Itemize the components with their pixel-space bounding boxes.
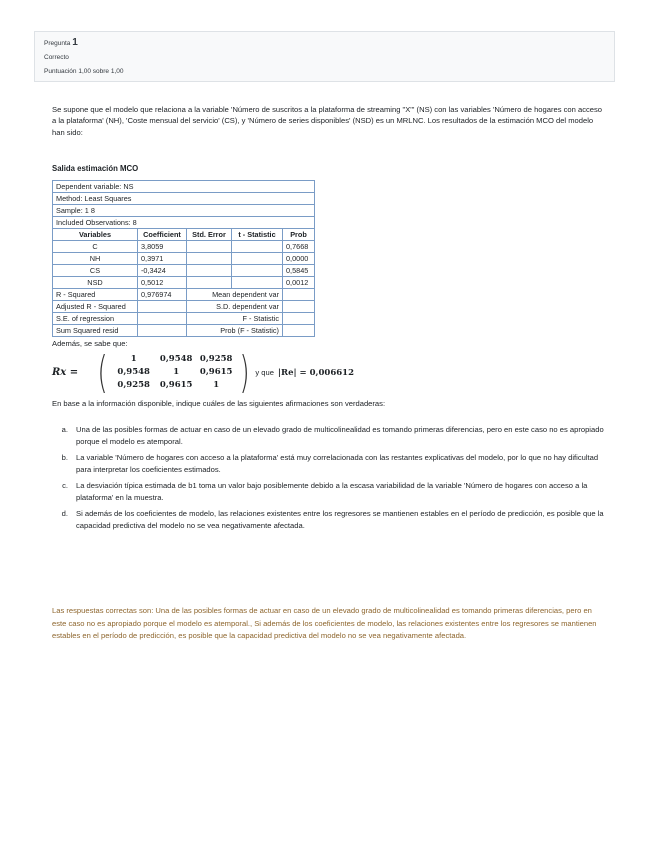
option-b[interactable]: b. La variable 'Número de hogares con acceso a la plataforma' está muy correlacionada con las restantes explicativas del modelo, por lo que no hay dificultad para interpretar los coeficientes estimados. <box>61 452 599 474</box>
question-score: Puntuación 1,00 sobre 1,00 <box>44 68 124 75</box>
col-header: Variables <box>53 228 138 240</box>
ols-table <box>52 180 315 337</box>
table-row: NH 0,3971 0,0000 <box>53 252 315 264</box>
stats-row: Adjusted R - Squared S.D. dependent var <box>53 300 315 312</box>
stats-row: Sum Squared resid Prob (F - Statistic) <box>53 324 315 336</box>
option-d[interactable]: d. Si además de los coeficientes de modelo, las relaciones existentes entre los regresores se mantienen estables en el período de predicción, es posible que la capacidad predictiva del modelo no se vea negativamente afectada. <box>61 508 604 530</box>
rx-label: Rx = <box>52 367 79 379</box>
col-header: Std. Error <box>187 228 232 240</box>
table-row: C 3,8059 0,7668 <box>53 240 315 252</box>
intro-text: Se supone que el modelo que relaciona a la variable 'Número de suscritos a la plataforma de streaming "X"' (NS) con las variables 'Número de hogares con acceso a la plataforma' (NH), 'Coste mensual del servicio' (CS), y 'Número de series disponibles' (NSD) es un MRLNC. Los resultados de la estimación MCO del modelo han sido: <box>52 105 603 137</box>
col-header: t - Statistic <box>232 228 283 240</box>
table-title: Salida estimación MCO <box>52 163 139 173</box>
header-line: Included Observations: 8 <box>53 216 315 228</box>
question-status: Correcto <box>44 54 69 61</box>
option-a[interactable]: a. Una de las posibles formas de actuar en caso de un elevado grado de multicolinealidad es tomando primeras diferencias, pero en este caso no es apropiado porque el modelo es atemporal. <box>61 424 604 446</box>
header-line: Method: Least Squares <box>53 192 315 204</box>
left-paren: ( <box>97 346 108 398</box>
re-determinant: |Re| = 0,006612 <box>277 367 354 378</box>
header-line: Sample: 1 8 <box>53 204 315 216</box>
option-c[interactable]: c. La desviación típica estimada de b1 toma un valor bajo posiblemente debido a la escasa variabilidad de la variable 'Número de hogares con acceso a la plataforma' en la muestra. <box>62 480 588 502</box>
stats-row: S.E. of regression F - Statistic <box>53 312 315 324</box>
answer-options <box>52 424 604 532</box>
right-paren: ) <box>239 346 250 398</box>
question-content <box>52 104 604 536</box>
header-line: Dependent variable: NS <box>53 180 315 192</box>
matrix-grid: 1 0,9548 0,9258 0,9548 1 0,9615 0,9258 0,9615 1 <box>117 354 233 391</box>
question-text: En base a la información disponible, indique cuáles de las siguientes afirmaciones son verdaderas: <box>52 398 386 408</box>
stats-row: R - Squared 0,976974 Mean dependent var <box>53 288 315 300</box>
column-header-row <box>53 228 315 240</box>
correlation-matrix <box>52 346 604 398</box>
table-row: CS -0,3424 0,5845 <box>53 264 315 276</box>
col-header: Coefficient <box>138 228 187 240</box>
table-row: NSD 0,5012 0,0012 <box>53 276 315 288</box>
y-que-text: y que <box>255 368 274 378</box>
question-info-panel <box>34 31 615 82</box>
correct-answer-feedback: Las respuestas correctas son: Una de las posibles formas de actuar en caso de un elevado grado de multicolinealidad es tomando primeras diferencias, pero en este caso no es apropiado porque el modelo es atemporal., Si además de los coeficientes de modelo, las relaciones existentes entre los regresores se mantienen estables en el período de predicción, es posible que la capacidad predictiva del modelo no se vea negativamente afectada. <box>52 606 597 641</box>
ademas-text: Además, se sabe que: <box>52 338 128 348</box>
question-number: Pregunta 1 <box>44 37 78 48</box>
col-header: Prob <box>283 228 315 240</box>
